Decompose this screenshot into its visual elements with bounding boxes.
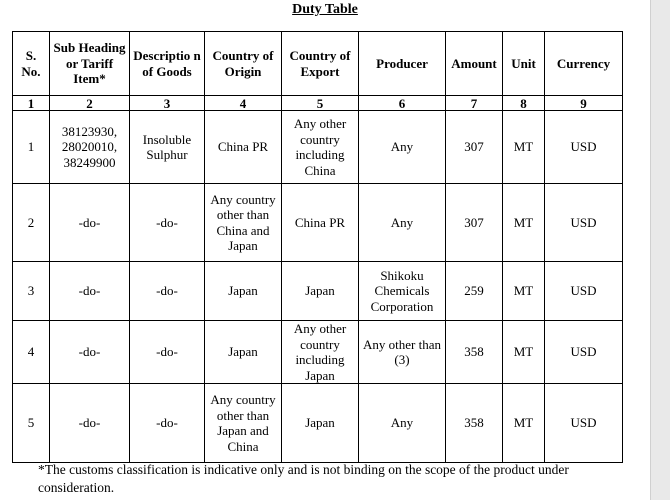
cell-origin: China PR — [205, 111, 282, 184]
cell-amount: 358 — [446, 321, 503, 384]
header-row — [13, 32, 623, 96]
cell-tariff: -do- — [50, 262, 130, 321]
header-cell-currency: Currency — [545, 32, 623, 96]
cell-description: -do- — [130, 384, 205, 463]
table-row — [13, 321, 623, 384]
cell-sno: 1 — [13, 111, 50, 184]
cell-amount: 358 — [446, 384, 503, 463]
cell-description: -do- — [130, 184, 205, 262]
header-cell-sno: S. No. — [13, 32, 50, 96]
cell-export: Japan — [282, 262, 359, 321]
cell-unit: MT — [503, 184, 545, 262]
cell-export: Japan — [282, 384, 359, 463]
column-number: 3 — [130, 96, 205, 111]
cell-export: Any other country including Japan — [282, 321, 359, 384]
table-row — [13, 111, 623, 184]
cell-producer: Shikoku Chemicals Corporation — [359, 262, 446, 321]
header-cell-origin: Country of Origin — [205, 32, 282, 96]
column-number: 7 — [446, 96, 503, 111]
cell-sno: 4 — [13, 321, 50, 384]
column-number: 4 — [205, 96, 282, 111]
table-row — [13, 184, 623, 262]
cell-unit: MT — [503, 111, 545, 184]
column-number: 2 — [50, 96, 130, 111]
cell-currency: USD — [545, 262, 623, 321]
cell-origin: Japan — [205, 321, 282, 384]
cell-description: Insoluble Sulphur — [130, 111, 205, 184]
cell-tariff: 38123930, 28020010, 38249900 — [50, 111, 130, 184]
cell-export: Any other country including China — [282, 111, 359, 184]
cell-producer: Any — [359, 384, 446, 463]
header-cell-amount: Amount — [446, 32, 503, 96]
cell-origin: Any country other than Japan and China — [205, 384, 282, 463]
page-title: Duty Table — [292, 2, 358, 17]
page-edge-strip — [650, 0, 670, 500]
cell-currency: USD — [545, 184, 623, 262]
cell-export: China PR — [282, 184, 359, 262]
column-number: 8 — [503, 96, 545, 111]
column-number: 6 — [359, 96, 446, 111]
cell-currency: USD — [545, 384, 623, 463]
cell-tariff: -do- — [50, 321, 130, 384]
cell-tariff: -do- — [50, 184, 130, 262]
table-row — [13, 262, 623, 321]
column-number: 1 — [13, 96, 50, 111]
table-row — [13, 384, 623, 463]
cell-amount: 259 — [446, 262, 503, 321]
cell-currency: USD — [545, 321, 623, 384]
cell-producer: Any — [359, 184, 446, 262]
cell-producer: Any other than (3) — [359, 321, 446, 384]
cell-unit: MT — [503, 384, 545, 463]
cell-unit: MT — [503, 262, 545, 321]
cell-currency: USD — [545, 111, 623, 184]
header-cell-description: Descriptio n of Goods — [130, 32, 205, 96]
cell-producer: Any — [359, 111, 446, 184]
cell-amount: 307 — [446, 111, 503, 184]
cell-description: -do- — [130, 262, 205, 321]
cell-amount: 307 — [446, 184, 503, 262]
cell-description: -do- — [130, 321, 205, 384]
duty-table — [12, 31, 623, 463]
footnote: *The customs classification is indicative only and is not binding on the scope of the product under consideration. — [38, 462, 569, 495]
header-cell-export: Country of Export — [282, 32, 359, 96]
cell-sno: 3 — [13, 262, 50, 321]
column-number-row — [13, 96, 623, 111]
cell-origin: Japan — [205, 262, 282, 321]
header-cell-tariff: Sub Heading or Tariff Item* — [50, 32, 130, 96]
cell-sno: 5 — [13, 384, 50, 463]
column-number: 5 — [282, 96, 359, 111]
cell-origin: Any country other than China and Japan — [205, 184, 282, 262]
cell-unit: MT — [503, 321, 545, 384]
cell-tariff: -do- — [50, 384, 130, 463]
header-cell-producer: Producer — [359, 32, 446, 96]
header-cell-unit: Unit — [503, 32, 545, 96]
cell-sno: 2 — [13, 184, 50, 262]
column-number: 9 — [545, 96, 623, 111]
